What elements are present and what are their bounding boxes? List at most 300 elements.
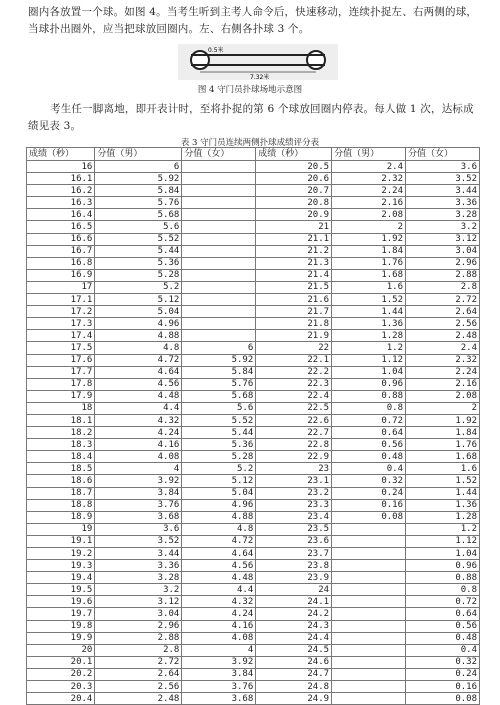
cell-score-female-1: 4.56	[182, 560, 256, 572]
cell-score-female-2: 3.52	[406, 173, 480, 185]
cell-score-female-1: 5.92	[182, 354, 256, 366]
cell-score-female-1: 3.76	[182, 681, 256, 693]
cell-score-male-2	[332, 656, 406, 668]
paragraph-rules: 考生任一脚离地，即开表计时，至将扑捉的第 6 个球放回圈内停表。每人做 1 次，达标成绩见表 3。	[28, 103, 474, 132]
cell-time-1: 19.8	[27, 620, 95, 632]
header-score-male-2: 分值（男）	[332, 148, 406, 161]
cell-score-male-2: 0.24	[332, 487, 406, 499]
cell-score-male-1: 4.24	[95, 427, 182, 439]
cell-score-female-2: 2.88	[406, 269, 480, 281]
cell-score-male-1: 4	[95, 463, 182, 475]
cell-score-female-2: 2.16	[406, 378, 480, 390]
cell-time-2: 24.6	[256, 656, 332, 668]
left-ball-circle	[191, 51, 209, 69]
cell-score-female-2: 2.32	[406, 354, 480, 366]
cell-time-1: 18.3	[27, 439, 95, 451]
cell-time-1: 17.6	[27, 354, 95, 366]
cell-score-female-2: 1.92	[406, 414, 480, 426]
cell-score-male-1: 4.96	[95, 318, 182, 330]
table-row	[27, 318, 480, 330]
cell-score-male-2: 1.28	[332, 330, 406, 342]
table-row	[27, 656, 480, 668]
cell-score-female-1	[182, 185, 256, 197]
table-header-row	[27, 148, 480, 161]
table-row	[27, 644, 480, 656]
cell-time-2: 24.1	[256, 596, 332, 608]
cell-score-female-2: 0.08	[406, 693, 480, 705]
cell-score-female-2: 0.56	[406, 620, 480, 632]
cell-time-2: 23.9	[256, 572, 332, 584]
table-row	[27, 378, 480, 390]
cell-score-male-1: 3.2	[95, 584, 182, 596]
cell-score-male-2: 0.16	[332, 499, 406, 511]
cell-time-1: 19.6	[27, 596, 95, 608]
cell-score-male-2: 1.12	[332, 354, 406, 366]
cell-time-1: 16.1	[27, 173, 95, 185]
cell-time-2: 23	[256, 463, 332, 475]
table-row	[27, 451, 480, 463]
cell-score-male-1: 4.56	[95, 378, 182, 390]
table-row	[27, 233, 480, 245]
cell-time-2: 21.4	[256, 269, 332, 281]
cell-score-male-1: 3.12	[95, 596, 182, 608]
table-row	[27, 584, 480, 596]
cell-time-1: 20.4	[27, 693, 95, 705]
table-row	[27, 632, 480, 644]
header-score-male-1: 分值（男）	[95, 148, 182, 161]
cell-time-1: 17.3	[27, 318, 95, 330]
table-row	[27, 269, 480, 281]
cell-score-male-2	[332, 584, 406, 596]
cell-time-2: 23.6	[256, 535, 332, 547]
cell-score-male-1: 3.84	[95, 487, 182, 499]
cell-score-female-1	[182, 245, 256, 257]
cell-score-female-2: 1.36	[406, 499, 480, 511]
table-row	[27, 173, 480, 185]
cell-score-female-2: 0.48	[406, 632, 480, 644]
cell-score-male-1: 5.68	[95, 209, 182, 221]
cell-score-male-2	[332, 693, 406, 705]
cell-time-1: 18.4	[27, 451, 95, 463]
cell-score-female-2: 3.2	[406, 221, 480, 233]
cell-time-1: 18.1	[27, 414, 95, 426]
cell-score-male-1: 3.28	[95, 572, 182, 584]
cell-score-male-1: 5.92	[95, 173, 182, 185]
cell-score-female-2: 2.56	[406, 318, 480, 330]
table-row	[27, 535, 480, 547]
cell-time-2: 22.9	[256, 451, 332, 463]
cell-time-1: 16.7	[27, 245, 95, 257]
cell-score-female-1: 4.8	[182, 523, 256, 535]
table-row	[27, 499, 480, 511]
cell-time-2: 23.7	[256, 548, 332, 560]
table-row	[27, 209, 480, 221]
cell-score-male-1: 2.64	[95, 668, 182, 680]
cell-score-female-1: 5.44	[182, 427, 256, 439]
cell-score-female-1: 4.16	[182, 620, 256, 632]
table-row	[27, 572, 480, 584]
cell-time-1: 18.7	[27, 487, 95, 499]
cell-score-female-1	[182, 294, 256, 306]
cell-score-female-2: 3.36	[406, 197, 480, 209]
cell-score-female-1	[182, 330, 256, 342]
cell-score-male-1: 3.6	[95, 523, 182, 535]
cell-score-male-2: 0.64	[332, 427, 406, 439]
cell-score-male-2	[332, 632, 406, 644]
cell-score-male-2: 0.96	[332, 378, 406, 390]
cell-time-1: 19.2	[27, 548, 95, 560]
cell-score-male-1: 3.52	[95, 535, 182, 547]
cell-score-male-2	[332, 644, 406, 656]
table-row	[27, 414, 480, 426]
cell-score-female-2: 0.4	[406, 644, 480, 656]
cell-score-male-2	[332, 535, 406, 547]
cell-score-male-2: 1.52	[332, 294, 406, 306]
cell-score-male-1: 5.12	[95, 294, 182, 306]
cell-score-male-2: 2.08	[332, 209, 406, 221]
cell-time-2: 22.1	[256, 354, 332, 366]
cell-score-male-2	[332, 596, 406, 608]
cell-score-female-1	[182, 257, 256, 269]
cell-score-male-1: 4.88	[95, 330, 182, 342]
cell-score-female-2: 1.28	[406, 511, 480, 523]
cell-score-male-2: 1.44	[332, 306, 406, 318]
cell-time-2: 20.5	[256, 161, 332, 173]
cell-score-female-1: 3.68	[182, 693, 256, 705]
cell-score-female-2: 1.2	[406, 523, 480, 535]
score-table	[26, 147, 480, 705]
cell-score-female-2: 0.88	[406, 572, 480, 584]
cell-time-1: 18.6	[27, 475, 95, 487]
cell-time-1: 18.9	[27, 511, 95, 523]
cell-score-male-1: 5.28	[95, 269, 182, 281]
cell-score-male-2	[332, 681, 406, 693]
cell-score-male-1: 4.8	[95, 342, 182, 354]
cell-score-male-1: 3.92	[95, 475, 182, 487]
cell-score-female-2: 3.04	[406, 245, 480, 257]
cell-score-male-1: 4.48	[95, 390, 182, 402]
cell-score-male-2: 0.08	[332, 511, 406, 523]
cell-score-male-1: 6	[95, 161, 182, 173]
table-body	[27, 161, 480, 705]
cell-time-1: 20.1	[27, 656, 95, 668]
table-row	[27, 306, 480, 318]
table-row	[27, 523, 480, 535]
cell-score-female-1: 4.32	[182, 596, 256, 608]
table-row	[27, 245, 480, 257]
cell-score-male-1: 4.4	[95, 402, 182, 414]
cell-time-2: 20.8	[256, 197, 332, 209]
cell-score-male-2: 1.92	[332, 233, 406, 245]
cell-time-1: 19.9	[27, 632, 95, 644]
table-row	[27, 221, 480, 233]
cell-score-male-1: 4.64	[95, 366, 182, 378]
table-row	[27, 390, 480, 402]
table-row	[27, 257, 480, 269]
cell-score-male-1: 5.84	[95, 185, 182, 197]
cell-score-male-1: 2.72	[95, 656, 182, 668]
cell-score-female-2: 3.6	[406, 161, 480, 173]
cell-score-female-1: 4	[182, 644, 256, 656]
cell-score-male-2: 2	[332, 221, 406, 233]
cell-score-female-1: 4.88	[182, 511, 256, 523]
table-row	[27, 185, 480, 197]
cell-score-female-2: 2.72	[406, 294, 480, 306]
cell-score-female-1: 5.6	[182, 402, 256, 414]
header-score-female-2: 分值（女）	[406, 148, 480, 161]
cell-score-female-2: 2.96	[406, 257, 480, 269]
table-row	[27, 342, 480, 354]
table-row	[27, 330, 480, 342]
table-row	[27, 402, 480, 414]
cell-time-2: 24.5	[256, 644, 332, 656]
table-row	[27, 161, 480, 173]
table-row	[27, 560, 480, 572]
cell-time-1: 19	[27, 523, 95, 535]
cell-time-2: 23.1	[256, 475, 332, 487]
cell-score-male-1: 2.48	[95, 693, 182, 705]
cell-score-female-1: 5.2	[182, 463, 256, 475]
cell-score-female-2: 3.44	[406, 185, 480, 197]
cell-time-2: 23.4	[256, 511, 332, 523]
cell-score-female-1: 3.92	[182, 656, 256, 668]
cell-score-female-1: 5.12	[182, 475, 256, 487]
cell-score-female-2: 0.16	[406, 681, 480, 693]
cell-score-female-2: 2.24	[406, 366, 480, 378]
cell-time-2: 22.8	[256, 439, 332, 451]
cell-score-female-2: 1.44	[406, 487, 480, 499]
table-row	[27, 548, 480, 560]
cell-score-female-1: 4.08	[182, 632, 256, 644]
cell-score-female-1	[182, 233, 256, 245]
cell-time-1: 18.5	[27, 463, 95, 475]
cell-score-female-1: 3.84	[182, 668, 256, 680]
cell-score-male-2: 1.36	[332, 318, 406, 330]
cell-score-male-1: 5.36	[95, 257, 182, 269]
cell-score-male-1: 3.04	[95, 608, 182, 620]
cell-time-2: 20.6	[256, 173, 332, 185]
cell-score-male-1: 2.88	[95, 632, 182, 644]
cell-score-female-1: 4.64	[182, 548, 256, 560]
cell-score-female-1: 4.4	[182, 584, 256, 596]
cell-score-male-2: 0.32	[332, 475, 406, 487]
cell-time-2: 22.2	[256, 366, 332, 378]
cell-score-female-2: 2.64	[406, 306, 480, 318]
figure-caption: 图 4 守门员扑球场地示意图	[197, 85, 303, 95]
cell-score-male-1: 3.76	[95, 499, 182, 511]
cell-score-male-1: 3.44	[95, 548, 182, 560]
cell-time-1: 16.3	[27, 197, 95, 209]
cell-time-1: 16.9	[27, 269, 95, 281]
table-row	[27, 620, 480, 632]
cell-score-male-1: 4.32	[95, 414, 182, 426]
paragraph-intro: 圈内各放置一个球。如图 4。当考生听到主考人命令后，快速移动，连续扑捉左、右两侧的球，当球扑出圈外，应当把球放回圈内。左、右侧各扑球 3 个。	[28, 6, 478, 35]
cell-score-female-2: 0.96	[406, 560, 480, 572]
table-row	[27, 366, 480, 378]
table-row	[27, 475, 480, 487]
cell-time-2: 22	[256, 342, 332, 354]
cell-time-2: 21.7	[256, 306, 332, 318]
cell-time-2: 22.3	[256, 378, 332, 390]
cell-time-1: 20	[27, 644, 95, 656]
cell-time-1: 16.4	[27, 209, 95, 221]
cell-score-female-2: 1.68	[406, 451, 480, 463]
table-row	[27, 197, 480, 209]
cell-score-male-2: 0.88	[332, 390, 406, 402]
cell-time-2: 21.6	[256, 294, 332, 306]
cell-score-male-2	[332, 523, 406, 535]
table-row	[27, 463, 480, 475]
header-score-female-1: 分值（女）	[182, 148, 256, 161]
cell-score-male-2: 1.84	[332, 245, 406, 257]
cell-score-female-1	[182, 221, 256, 233]
cell-score-male-2	[332, 548, 406, 560]
cell-time-1: 16.8	[27, 257, 95, 269]
cell-score-male-1: 5.6	[95, 221, 182, 233]
right-ball-circle	[307, 51, 325, 69]
cell-time-2: 24.3	[256, 620, 332, 632]
cell-time-1: 16	[27, 161, 95, 173]
cell-score-male-2: 0.72	[332, 414, 406, 426]
cell-score-male-2: 1.2	[332, 342, 406, 354]
cell-score-male-2	[332, 560, 406, 572]
cell-score-female-2: 3.28	[406, 209, 480, 221]
cell-score-male-2: 2.24	[332, 185, 406, 197]
cell-time-1: 16.2	[27, 185, 95, 197]
cell-score-female-1: 5.68	[182, 390, 256, 402]
table-row	[27, 668, 480, 680]
cell-time-1: 17.9	[27, 390, 95, 402]
cell-time-2: 23.2	[256, 487, 332, 499]
cell-score-female-2: 1.84	[406, 427, 480, 439]
cell-score-female-2: 2.8	[406, 281, 480, 293]
cell-score-male-1: 2.56	[95, 681, 182, 693]
cell-score-male-1: 4.72	[95, 354, 182, 366]
cell-time-1: 17.1	[27, 294, 95, 306]
table-row	[27, 354, 480, 366]
cell-score-female-1: 4.72	[182, 535, 256, 547]
cell-score-male-2	[332, 572, 406, 584]
cell-score-male-2: 0.4	[332, 463, 406, 475]
figure-label-bottom: 7.32米	[250, 74, 270, 80]
cell-time-2: 22.4	[256, 390, 332, 402]
cell-score-female-2: 0.72	[406, 596, 480, 608]
cell-time-1: 18	[27, 402, 95, 414]
cell-score-female-2: 2.4	[406, 342, 480, 354]
cell-time-2: 21.1	[256, 233, 332, 245]
cell-score-male-2: 1.68	[332, 269, 406, 281]
cell-score-male-1: 5.52	[95, 233, 182, 245]
cell-score-male-2: 2.32	[332, 173, 406, 185]
cell-score-female-2: 2.08	[406, 390, 480, 402]
cell-score-female-1: 5.76	[182, 378, 256, 390]
cell-time-2: 24.2	[256, 608, 332, 620]
cell-time-1: 19.5	[27, 584, 95, 596]
cell-score-female-1	[182, 197, 256, 209]
cell-time-1: 20.3	[27, 681, 95, 693]
cell-time-2: 21	[256, 221, 332, 233]
cell-score-male-2: 1.04	[332, 366, 406, 378]
cell-score-male-2: 0.56	[332, 439, 406, 451]
cell-time-2: 21.5	[256, 281, 332, 293]
cell-score-female-2: 0.8	[406, 584, 480, 596]
cell-time-1: 17	[27, 281, 95, 293]
cell-score-female-2: 0.24	[406, 668, 480, 680]
cell-time-1: 18.8	[27, 499, 95, 511]
cell-score-male-1: 2.96	[95, 620, 182, 632]
cell-time-2: 24	[256, 584, 332, 596]
cell-score-female-1	[182, 306, 256, 318]
cell-score-female-1: 4.48	[182, 572, 256, 584]
cell-score-male-1: 3.36	[95, 560, 182, 572]
cell-time-2: 24.4	[256, 632, 332, 644]
cell-score-female-2: 3.12	[406, 233, 480, 245]
cell-score-female-2: 2.48	[406, 330, 480, 342]
cell-score-female-1: 5.36	[182, 439, 256, 451]
cell-score-male-1: 4.16	[95, 439, 182, 451]
cell-score-female-1	[182, 281, 256, 293]
cell-time-2: 24.8	[256, 681, 332, 693]
cell-time-2: 24.7	[256, 668, 332, 680]
cell-score-female-2: 1.76	[406, 439, 480, 451]
cell-time-2: 20.9	[256, 209, 332, 221]
cell-score-female-2: 0.32	[406, 656, 480, 668]
cell-score-male-1: 5.44	[95, 245, 182, 257]
cell-time-1: 17.7	[27, 366, 95, 378]
cell-score-male-2: 0.48	[332, 451, 406, 463]
cell-time-1: 17.8	[27, 378, 95, 390]
cell-score-female-1	[182, 209, 256, 221]
cell-time-1: 20.2	[27, 668, 95, 680]
cell-time-2: 22.7	[256, 427, 332, 439]
table-caption: 表 3 守门员连续两侧扑球成绩评分表	[180, 138, 320, 148]
cell-time-2: 24.9	[256, 693, 332, 705]
figure-label-top: 0.5米	[208, 47, 224, 54]
cell-time-1: 16.5	[27, 221, 95, 233]
cell-score-male-1: 3.68	[95, 511, 182, 523]
cell-score-female-1	[182, 173, 256, 185]
cell-time-1: 17.5	[27, 342, 95, 354]
cell-score-female-1: 5.52	[182, 414, 256, 426]
cell-time-2: 21.8	[256, 318, 332, 330]
cell-score-female-1: 4.24	[182, 608, 256, 620]
cell-score-female-2: 2	[406, 402, 480, 414]
cell-score-female-2: 1.6	[406, 463, 480, 475]
table-row	[27, 693, 480, 705]
table-row	[27, 294, 480, 306]
goal-area-diagram	[178, 44, 338, 80]
table-row	[27, 427, 480, 439]
cell-score-male-1: 5.76	[95, 197, 182, 209]
cell-time-2: 21.9	[256, 330, 332, 342]
table-row	[27, 511, 480, 523]
cell-time-1: 17.4	[27, 330, 95, 342]
cell-score-male-1: 4.08	[95, 451, 182, 463]
header-time-2: 成绩（秒）	[256, 148, 332, 161]
cell-score-male-2: 1.6	[332, 281, 406, 293]
cell-time-1: 19.7	[27, 608, 95, 620]
table-row	[27, 596, 480, 608]
cell-score-male-2: 1.76	[332, 257, 406, 269]
cell-score-female-1: 5.04	[182, 487, 256, 499]
cell-score-male-1: 5.2	[95, 281, 182, 293]
table-row	[27, 608, 480, 620]
cell-score-male-2	[332, 620, 406, 632]
cell-score-male-2: 2.4	[332, 161, 406, 173]
cell-score-female-2: 0.64	[406, 608, 480, 620]
cell-score-male-1: 2.8	[95, 644, 182, 656]
cell-score-female-1: 4.96	[182, 499, 256, 511]
